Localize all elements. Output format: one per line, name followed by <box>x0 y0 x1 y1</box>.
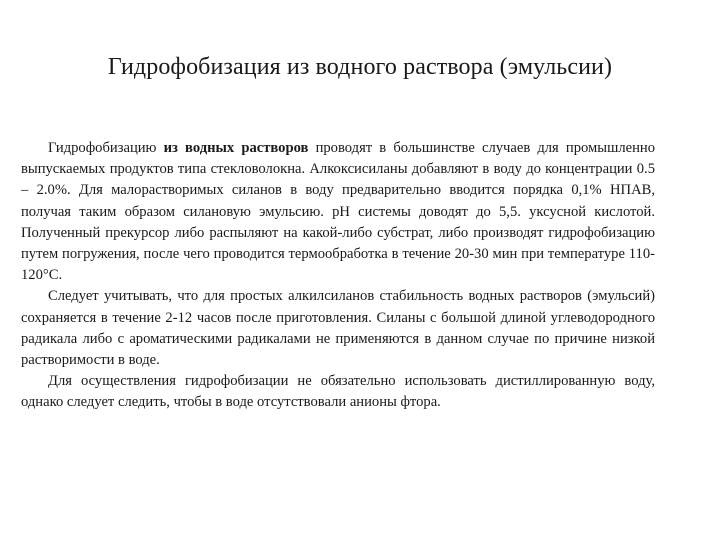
paragraph-1-intro: Гидрофобизацию <box>48 140 164 156</box>
slide-body <box>21 138 655 414</box>
paragraph-1-rest: проводят в большинстве случаев для промышленно выпускаемых продуктов типа стекловолокна. Алкоксисиланы добавляют в воду до концентрации 0.5 – 2.0%. Для малорастворимых силанов в воду предварительно вводится порядка 0,1% НПАВ, получая таким образом силановую эмульсию. рН системы доводят до 5,5. уксусной кислотой. Полученный прекурсор либо распыляют на какой-либо субстрат, либо производят гидрофобизацию путем погружения, после чего проводится термообработка в течение 20-30 мин при температуре 110-120°С. <box>21 140 656 284</box>
paragraph-1 <box>21 138 655 286</box>
slide-title: Гидрофобизация из водного раствора (эмульсии) <box>107 54 613 80</box>
paragraph-3: Для осуществления гидрофобизации не обязательно использовать дистиллированную воду, однако следует следить, чтобы в воде отсутствовали анионы фтора. <box>21 373 655 411</box>
paragraph-1-emphasis: из водных растворов <box>163 140 309 156</box>
paragraph-2: Следует учитывать, что для простых алкилсиланов стабильность водных растворов (эмульсий) сохраняется в течение 2-12 часов после приготовления. Силаны с большой длиной углеводородного радикала либо с ароматическими радикалами не применяются в данном случае по причине низкой растворимости в воде. <box>21 288 655 369</box>
